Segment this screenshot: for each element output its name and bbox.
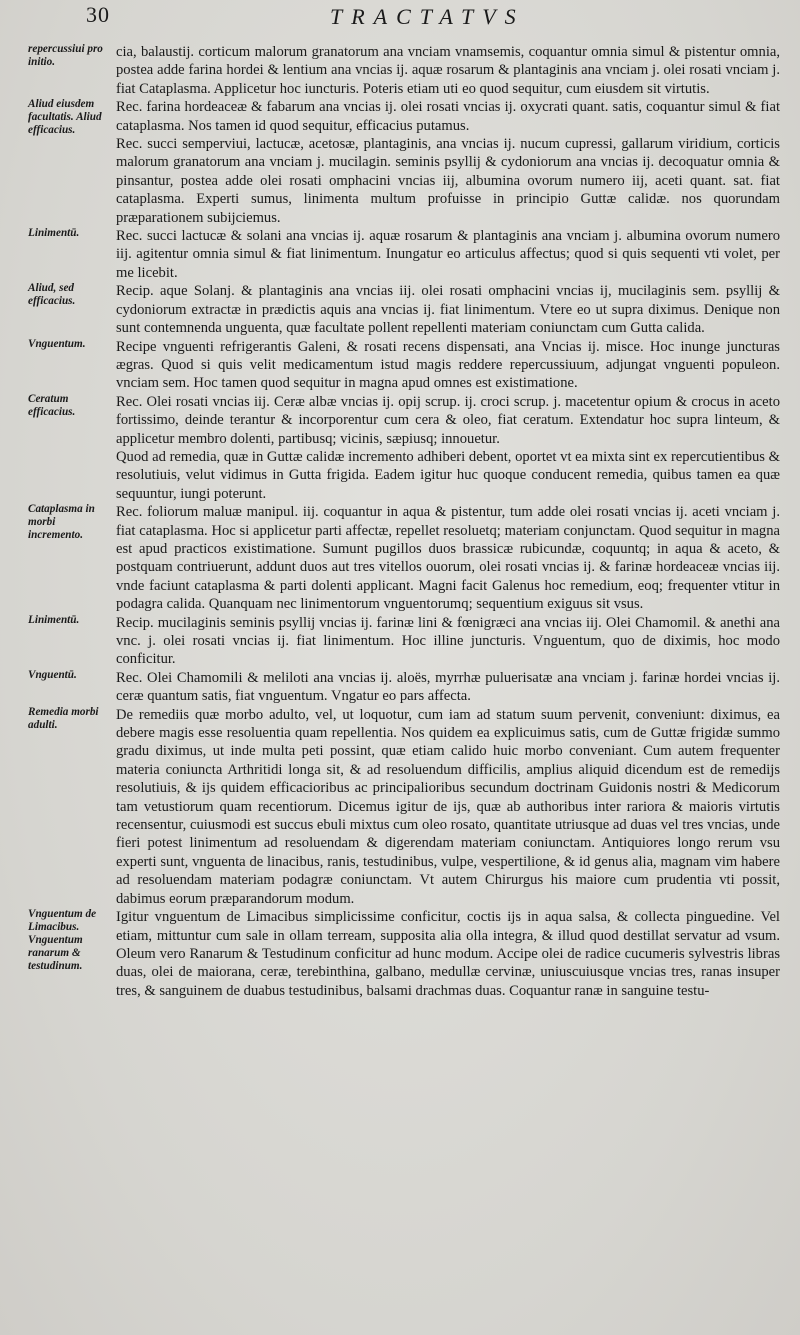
- margin-note: Remedia morbi adulti.: [28, 705, 99, 731]
- paragraph: Rec. succi lactucæ & solani ana vncias ij. aquæ rosarum & plantaginis ana vnciam j. albumina ovorum numero iij. agitentur omnia simul & fiat linimentum. Inungatur eo articulus affectus; quod si quis sequenti vti volet, per me licebit.: [116, 228, 780, 281]
- margin-note: Aliud eiusdem facultatis. Aliud efficacius.: [28, 98, 102, 137]
- text-section: [0, 669, 794, 706]
- text-section: [0, 448, 794, 503]
- text-section: [0, 338, 794, 393]
- paragraph: Rec. succi semperviui, lactucæ, acetosæ, plantaginis, ana vncias ij. nucum cupressi, gallarum viridium, corticis malorum granatorum ana vnciam j. mucilagin. seminis psyllij & cydoniorum ana vncias ij. decoquatur omnia & pinsantur, postea adde olei rosati omphacini vncias iij, albumina ovorum numero iij, aceti quant. sat. fiat cataplasma. Experti sumus, linimenta multum profuisse in principio Guttæ calidæ. nos quorundam præparationem subijciemus.: [116, 136, 780, 226]
- text-section: [0, 706, 794, 908]
- paragraph: cia, balaustij. corticum malorum granatorum ana vnciam vnamsemis, coquantur omnia simul & pistentur omnia, postea adde farina hordei & lentium ana vncias ij. aquæ rosarum & plantaginis ana vnciam j. olei rosati vnciam j. fiat Cataplasma. Applicetur hoc iuncturis. Poteris etiam uti eo quod sequitur, cum eiusdem sit virtutis.: [116, 44, 780, 97]
- text-section: [0, 393, 794, 448]
- text-section: [0, 98, 794, 135]
- running-title: TRACTATVS: [330, 4, 525, 29]
- paragraph: Rec. foliorum maluæ manipul. iij. coquantur in aqua & pistentur, tum adde olei rosati vncias ij. aceti vnciam j. fiat cataplasma. Hoc si applicetur parti affectæ, repellet resoluetq; materiam conjunctam. Quod sequitur in magna est apud practicos existimatione. Sumunt pugillos duos brassicæ rubicundæ, coquuntq; in aqua & aceto, & postquam contriuerunt, addunt duos aut tres vitellos ouorum, olei rosati vncias ij. & farinæ hordeaceæ vncias iij. vnde faciunt cataplasma & parti dolenti applicant. Magni facit Galenus hoc remedium, eoq; frequenter vtitur in podagra calida. Quanquam nec linimentorum vnguentorumq; sequentium exiguus sit vsus.: [116, 504, 780, 613]
- text-section: [0, 908, 794, 1000]
- margin-note: Vnguentum.: [28, 337, 86, 350]
- paragraph: Rec. farina hordeaceæ & fabarum ana vncias ij. olei rosati vncias ij. oxycrati quant. satis, coquantur simul & fiat cataplasma. Nos tamen id quod sequitur, efficacius putamus.: [116, 99, 780, 134]
- text-section: [0, 135, 794, 227]
- text-section: [0, 43, 794, 98]
- margin-note: Linimentū.: [28, 227, 80, 240]
- margin-note: Ceratum efficacius.: [28, 392, 76, 418]
- paragraph: Quod ad remedia, quæ in Guttæ calidæ incremento adhiberi debent, oportet vt ea mixta sint ex repercutientibus & resolutiuis, velut vidimus in Gutta frigida. Eadem igitur huc quoque conducent remedia, quibus tamen ea quæ sequuntur, iungi poterunt.: [116, 448, 780, 502]
- paragraph: Rec. Olei Chamomili & meliloti ana vncias ij. aloës, myrrhæ puluerisatæ ana vnciam j. farinæ hordei vncias ij. ceræ quantum satis, fiat vnguentum. Vngatur eo pars affecta.: [116, 669, 780, 705]
- paragraph: Igitur vnguentum de Limacibus simplicissime conficitur, coctis ijs in aqua salsa, & collecta pinguedine. Vel etiam, mittuntur cum sale in ollam terream, supposita alia olla integra, & illud quod destillat servatur ad vsum. Oleum vero Ranarum & Testudinum conficitur ad hunc modum. Accipe olei de radice cucumeris sylvestris libras duas, olei de maiorana, ceræ, terebinthina, galbano, medullæ cervinæ, uniuscuiusque vncias tres, ranas insuper tres, & sanguinem de duabus testudinibus, balsami drachmas duas. Coquantur ranæ in sanguine testu-: [116, 909, 780, 999]
- page-body: [0, 43, 794, 1000]
- paragraph: Rec. Olei rosati vncias iij. Ceræ albæ vncias ij. opij scrup. ij. croci scrup. j. macetentur opium & crocus in aceto fortissimo, deinde terantur & incorporentur cum cera & oleo, fiat ceratum. Extendatur hoc supra linteum, & applicetur membro dolenti, partibusq; vicinis, sæpiusq; innouetur.: [116, 393, 780, 447]
- text-section: [0, 503, 794, 613]
- margin-note: Linimentū.: [28, 613, 80, 626]
- margin-note: Vnguentum de Limacibus. Vnguentum ranarum & testudinum.: [28, 908, 97, 973]
- paragraph: Recipe vnguenti refrigerantis Galeni, & rosati recens dispensati, ana Vncias ij. misce. Hoc inunge juncturas ægras. Quod si quis velit medicamentum istud magis reddere repercussiuum, adjungat vnguenti populeon. vnciam sem. Hoc tamen quod sequitur in magna apud omnes est existimatione.: [116, 338, 780, 392]
- margin-note: Vnguentū.: [28, 668, 77, 681]
- margin-note: repercussiui pro initio.: [28, 43, 103, 68]
- paragraph: Recip. mucilaginis seminis psyllij vncias ij. farinæ lini & fœnigræci ana vncias iij. Olei Chamomil. & anethi ana vnc. j. olei rosati vncias ij. fiat linimentum. Hoc illine juncturis. Vnguentum, quo de diximis, hoc modo conficitur.: [116, 614, 780, 668]
- page-header: [0, 0, 800, 46]
- paragraph: Recip. aque Solanj. & plantaginis ana vncias iij. olei rosati omphacini vncias ij, mucilaginis sem. psyllij & cydoniorum extractæ in prædictis aquis ana vncias ij. fiat linimentum. Vtere eo ut supra diximus. Denique non sunt contemnenda unguenta, quæ facultate pollent repellenti materiam coniunctam cum Gutta calida.: [116, 283, 780, 337]
- text-section: [0, 227, 794, 282]
- margin-note: Cataplasma in morbi incremento.: [28, 503, 95, 542]
- paragraph: De remediis quæ morbo adulto, vel, ut loquotur, cum iam ad statum suum pervenit, conveniunt: diximus, ea debere magis esse resoluentia quam repellentia. Nos quidem ea explicuimus satis, cum de Guttæ frigidæ summo gradu diximus, ut inde multa peti possint, quæ etiam calido huic morbo conveniant. Cum autem frequenter materia coniuncta Arthritidi longa sit, & ad resoluendum difficilis, amplius aliquid dicendum est de remedijs resolutiuis, & ijs quidem efficacioribus ac principalioribus secundum doctrinam Guidonis nostri & Medicorum tam vetustiorum quam recentiorum. Dicemus igitur de ijs, quæ ab authoribus inter rariora & maioris virtutis recensentur, cuiusmodi est succus ebuli mixtus cum oleo rosato, quantitate utriusque ad duas vel tres vncias, unde fieri potest linimentum ad resoluendam & digerendam materiam coniunctam. Antiquiores longo rerum vsu experti sunt, vnguenta de linacibus, ranis, testudinibus, vulpe, vespertilione, & id genus alia, magnam vim habere ad resoluendam materiam podagræ coniunctam. Vt autem Chirurgus his maiore cum prudentia vti possit, dabimus eorum præparandorum modum.: [116, 706, 780, 907]
- text-section: [0, 614, 794, 669]
- text-section: [0, 282, 794, 337]
- margin-note: Aliud, sed efficacius.: [28, 282, 76, 308]
- page-number: 30: [86, 2, 110, 27]
